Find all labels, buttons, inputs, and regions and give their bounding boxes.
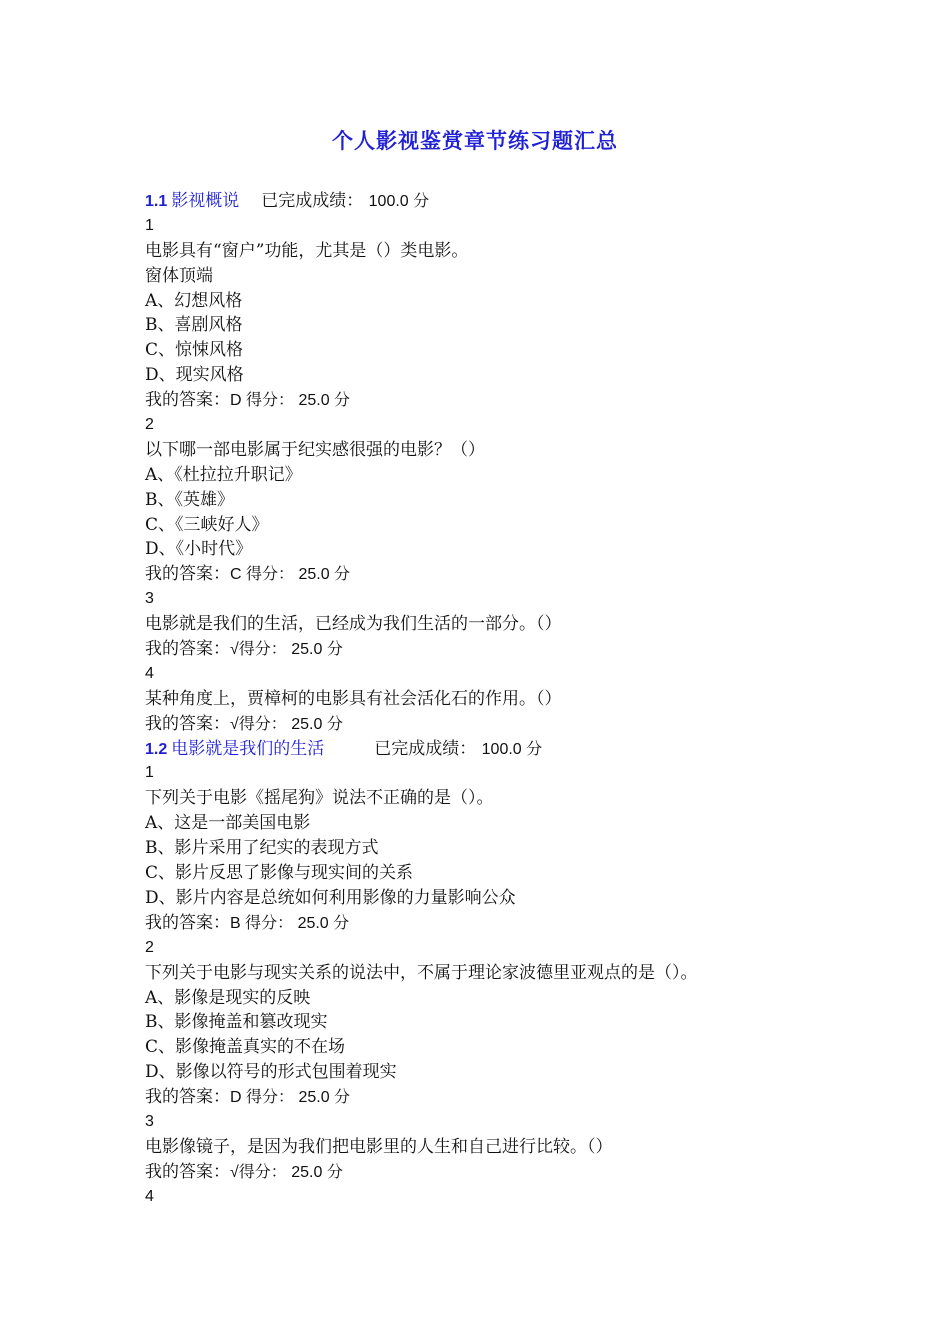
- question-text: D、《小时代》: [145, 539, 253, 560]
- question-text: 电影就是我们的生活，已经成为我们生活的一部分。（）: [145, 614, 562, 635]
- answer-label: 我的答案：: [145, 390, 230, 411]
- section-number: 1.1: [145, 193, 168, 210]
- question-text: D、影片内容是总统如何利用影像的力量影响公众: [145, 887, 516, 908]
- question-text: 下列关于电影与现实关系的说法中，不属于理论家波德里亚观点的是（）。: [145, 962, 698, 983]
- section-status: [374, 739, 542, 759]
- section-number: 1.2: [145, 740, 168, 758]
- answer-line: [145, 388, 925, 413]
- question-text: 下列关于电影《摇尾狗》说法不正确的是（）。: [145, 788, 494, 809]
- question-text: B、影像掩盖和篡改现实: [145, 1012, 328, 1033]
- question-text: 电影像镜子，是因为我们把电影里的人生和自己进行比较。（）: [145, 1136, 613, 1157]
- answer-line: [145, 712, 925, 737]
- question-number: 1: [145, 216, 154, 234]
- answer-line: [145, 1160, 925, 1185]
- section-heading: [145, 737, 925, 762]
- question-text: B、喜剧风格: [145, 315, 243, 336]
- section-status-score: 100.0 分: [481, 740, 543, 758]
- page-title: 个人影视鉴赏章节练习题汇总: [332, 128, 618, 153]
- section-status: [261, 191, 429, 211]
- question-text: A、这是一部美国电影: [145, 813, 311, 834]
- question-text: D、影像以符号的形式包围着现实: [145, 1062, 397, 1083]
- question-number: 3: [145, 590, 154, 608]
- answer-label: 我的答案：: [145, 564, 230, 585]
- answer-label: 我的答案：: [145, 1161, 230, 1182]
- section-status-label: 已完成成绩：: [374, 738, 477, 759]
- question-text: C、影片反思了影像与现实间的关系: [145, 863, 414, 884]
- question-number: 1: [145, 764, 154, 782]
- answer-value: B 得分： 25.0 分: [230, 914, 350, 932]
- question-text: C、惊悚风格: [145, 340, 244, 361]
- section-title: 电影就是我们的生活: [171, 738, 325, 759]
- answer-line: [145, 1085, 925, 1110]
- answer-value: √得分： 25.0 分: [230, 641, 343, 659]
- question-text: A、《杜拉拉升职记》: [145, 464, 302, 485]
- answer-value: √得分： 25.0 分: [230, 715, 343, 733]
- answer-value: D 得分： 25.0 分: [230, 1089, 351, 1107]
- question-text: A、幻想风格: [145, 290, 243, 311]
- answer-label: 我的答案：: [145, 1087, 230, 1108]
- question-text: 窗体顶端: [145, 265, 213, 286]
- question-number: 4: [145, 664, 154, 682]
- question-text: 电影具有“窗户”功能，尤其是（）类电影。: [145, 240, 469, 261]
- question-number: 4: [145, 1187, 154, 1205]
- question-text: C、《三峡好人》: [145, 514, 269, 535]
- answer-value: √得分： 25.0 分: [230, 1163, 343, 1181]
- section-status-label: 已完成成绩：: [261, 191, 364, 211]
- answer-value: D 得分： 25.0 分: [230, 392, 351, 410]
- question-text: B、《英雄》: [145, 489, 234, 510]
- question-number: 2: [145, 938, 154, 956]
- question-text: 某种角度上，贾樟柯的电影具有社会活化石的作用。（）: [145, 688, 562, 709]
- question-number: 2: [145, 416, 154, 434]
- question-text: C、影像掩盖真实的不在场: [145, 1037, 346, 1058]
- question-text: D、现实风格: [145, 365, 244, 386]
- answer-label: 我的答案：: [145, 639, 230, 660]
- answer-label: 我的答案：: [145, 912, 230, 933]
- answer-line: [145, 562, 925, 587]
- document-body: [145, 189, 925, 1210]
- question-text: 以下哪一部电影属于纪实感很强的电影？（）: [145, 439, 485, 460]
- section-heading: [145, 189, 925, 214]
- answer-label: 我的答案：: [145, 713, 230, 734]
- section-status-score: 100.0 分: [368, 193, 430, 210]
- question-number: 3: [145, 1112, 154, 1130]
- answer-line: [145, 637, 925, 662]
- answer-line: [145, 911, 925, 936]
- answer-value: C 得分： 25.0 分: [230, 566, 351, 584]
- section-title: 影视概说: [171, 191, 240, 211]
- question-text: B、影片采用了纪实的表现方式: [145, 838, 379, 859]
- question-text: A、影像是现实的反映: [145, 987, 311, 1008]
